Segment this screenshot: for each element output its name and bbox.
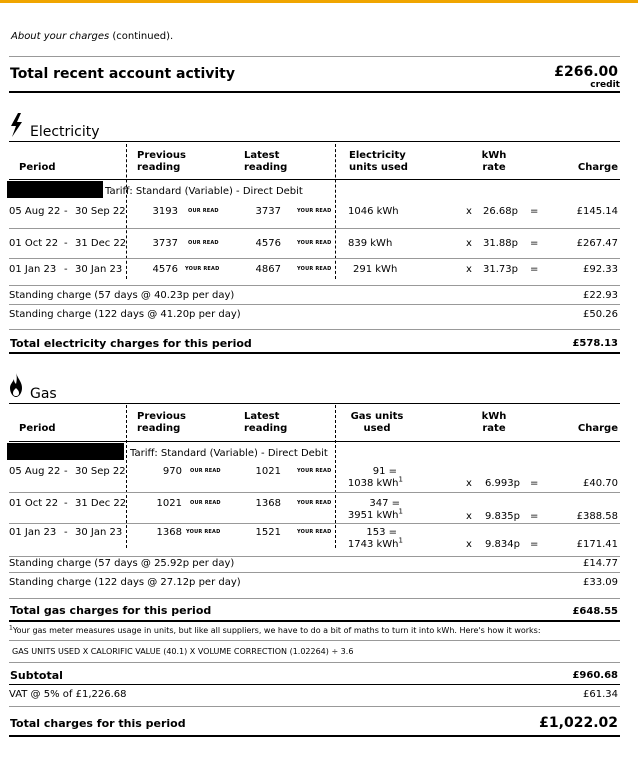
col-charge: Charge [577, 162, 618, 173]
standing-charge-label: Standing charge (57 days @ 40.23p per day) [9, 290, 235, 301]
col-previous: Previous reading [137, 150, 186, 173]
period-sep: - [64, 498, 68, 509]
electricity-tariff: Tariff: Standard (Variable) - Direct Debit [105, 186, 303, 197]
standing-charge-label: Standing charge (122 days @ 27.12p per day) [9, 577, 241, 588]
top-accent-bar [0, 0, 638, 3]
previous-read-type: YOUR READ [186, 529, 221, 535]
previous-reading: 3193 [152, 206, 178, 217]
period-from: 01 Oct 22 [9, 498, 59, 509]
divider [9, 684, 620, 685]
latest-reading: 1521 [255, 527, 281, 538]
latest-read-type: YOUR READ [297, 529, 332, 535]
col-units: Electricity units used [349, 150, 408, 173]
period-sep: - [64, 466, 68, 477]
times-sign: x [466, 478, 472, 489]
standing-charge-amount: £22.93 [583, 290, 618, 301]
units-used: 153 = [366, 527, 397, 538]
divider [9, 620, 620, 622]
divider [9, 640, 620, 641]
latest-read-type: YOUR READ [297, 468, 332, 474]
footnote-formula: GAS UNITS USED X CALORIFIC VALUE (40.1) X VOLUME CORRECTION (1.02264) ÷ 3.6 [12, 647, 354, 656]
times-sign: x [466, 264, 472, 275]
column-separator [335, 405, 336, 548]
vat-amount: £61.34 [583, 689, 618, 700]
col-latest: Latest reading [244, 150, 288, 173]
divider [9, 56, 620, 57]
period-from: 01 Jan 23 [9, 264, 57, 275]
kwh-rate: 31.73p [483, 264, 518, 275]
period-to: 30 Jan 23 [75, 264, 123, 275]
divider [9, 258, 620, 259]
col-units: Gas units used [350, 411, 404, 434]
kwh-rate: 9.835p [485, 511, 520, 522]
divider [9, 141, 620, 142]
period-from: 05 Aug 22 [9, 466, 61, 477]
period-to: 30 Sep 22 [75, 206, 126, 217]
previous-read-type: OUR READ [190, 468, 221, 474]
period-sep: - [64, 264, 68, 275]
previous-reading: 970 [162, 466, 182, 477]
divider [9, 706, 620, 707]
electricity-total-label: Total electricity charges for this period [10, 337, 252, 350]
equals-sign: = [530, 238, 539, 249]
standing-charge-amount: £14.77 [583, 558, 618, 569]
previous-read-type: OUR READ [188, 208, 219, 214]
equals-sign: = [530, 264, 539, 275]
latest-read-type: YOUR READ [297, 500, 332, 506]
times-sign: x [466, 539, 472, 550]
latest-read-type: YOUR READ [297, 266, 332, 272]
col-period: Period [19, 423, 56, 434]
row-charge: £267.47 [576, 238, 618, 249]
period-to: 31 Dec 22 [75, 238, 127, 249]
electricity-heading: Electricity [30, 124, 100, 140]
total-recent-note: credit [590, 80, 620, 90]
divider [9, 523, 620, 524]
row-charge: £145.14 [576, 206, 618, 217]
divider [9, 228, 620, 229]
units-used: 347 = [369, 498, 400, 509]
previous-reading: 1368 [156, 527, 182, 538]
units-kwh: 1743 kWh$^1$ [347, 536, 403, 550]
units-used: 91 = [372, 466, 397, 477]
electricity-total-amount: £578.13 [572, 338, 618, 349]
period-to: 31 Dec 22 [75, 498, 127, 509]
row-charge: £388.58 [576, 511, 618, 522]
previous-reading: 1021 [156, 498, 182, 509]
kwh-rate: 6.993p [485, 478, 520, 489]
times-sign: x [466, 511, 472, 522]
equals-sign: = [530, 539, 539, 550]
equals-sign: = [530, 511, 539, 522]
divider [9, 556, 620, 557]
divider [9, 441, 620, 442]
standing-charge-label: Standing charge (57 days @ 25.92p per day) [9, 558, 235, 569]
col-period: Period [19, 162, 56, 173]
divider [9, 304, 620, 305]
grand-total-label: Total charges for this period [10, 717, 186, 730]
units-kwh: 1038 kWh$^1$ [347, 475, 403, 489]
row-charge: £40.70 [583, 478, 618, 489]
period-sep: - [64, 527, 68, 538]
divider [9, 285, 620, 286]
divider [9, 329, 620, 330]
period-to: 30 Jan 23 [75, 527, 123, 538]
col-rate: kWh rate [481, 411, 507, 434]
gas-total-label: Total gas charges for this period [10, 604, 212, 617]
standing-charge-label: Standing charge (122 days @ 41.20p per day) [9, 309, 241, 320]
divider [9, 662, 620, 663]
equals-sign: = [530, 478, 539, 489]
gas-heading: Gas [30, 386, 57, 402]
col-charge: Charge [577, 423, 618, 434]
grand-total-amount: £1,022.02 [539, 715, 618, 731]
latest-reading: 4576 [255, 238, 281, 249]
kwh-rate: 26.68p [483, 206, 518, 217]
subtotal-amount: £960.68 [572, 670, 618, 681]
latest-reading: 3737 [255, 206, 281, 217]
latest-reading: 4867 [255, 264, 281, 275]
column-separator [126, 405, 127, 548]
previous-read-type: OUR READ [190, 500, 221, 506]
units-used: 1046 kWh [348, 206, 399, 217]
col-rate: kWh rate [481, 150, 507, 173]
flame-icon [9, 373, 23, 397]
previous-read-type: OUR READ [188, 240, 219, 246]
vat-label: VAT @ 5% of £1,226.68 [9, 689, 127, 700]
col-latest: Latest reading [244, 411, 288, 434]
latest-read-type: YOUR READ [297, 208, 332, 214]
period-from: 01 Oct 22 [9, 238, 59, 249]
equals-sign: = [530, 206, 539, 217]
previous-reading: 3737 [152, 238, 178, 249]
units-kwh: 3951 kWh$^1$ [347, 507, 403, 521]
redacted-account [7, 443, 124, 460]
period-to: 30 Sep 22 [75, 466, 126, 477]
kwh-rate: 31.88p [483, 238, 518, 249]
continued-note: About your charges (continued). [11, 31, 174, 42]
times-sign: x [466, 238, 472, 249]
standing-charge-amount: £33.09 [583, 577, 618, 588]
latest-read-type: YOUR READ [297, 240, 332, 246]
divider [9, 735, 620, 737]
period-sep: - [64, 206, 68, 217]
divider [9, 91, 620, 93]
lightning-bolt-icon [9, 113, 23, 137]
row-charge: £92.33 [583, 264, 618, 275]
col-previous: Previous reading [137, 411, 186, 434]
kwh-rate: 9.834p [485, 539, 520, 550]
divider [9, 179, 620, 180]
divider [9, 598, 620, 599]
gas-tariff: Tariff: Standard (Variable) - Direct Debit [130, 448, 328, 459]
total-recent-label: Total recent account activity [10, 66, 235, 82]
standing-charge-amount: £50.26 [583, 309, 618, 320]
previous-read-type: YOUR READ [185, 266, 220, 272]
total-recent-amount: £266.00 [554, 64, 618, 80]
period-from: 05 Aug 22 [9, 206, 61, 217]
divider [9, 403, 620, 404]
gas-total-amount: £648.55 [572, 606, 618, 617]
units-used: 291 kWh [353, 264, 398, 275]
latest-reading: 1021 [255, 466, 281, 477]
divider [9, 352, 620, 354]
latest-reading: 1368 [255, 498, 281, 509]
redacted-account [7, 181, 103, 198]
period-sep: - [64, 238, 68, 249]
period-from: 01 Jan 23 [9, 527, 57, 538]
divider [9, 492, 620, 493]
times-sign: x [466, 206, 472, 217]
divider [9, 572, 620, 573]
footnote-text: $^1$Your gas meter measures usage in units, but like all suppliers, we have to do a bit of maths to turn it into kWh. Here's how it works: [9, 624, 541, 635]
subtotal-label: Subtotal [10, 669, 63, 682]
units-used: 839 kWh [348, 238, 393, 249]
previous-reading: 4576 [152, 264, 178, 275]
row-charge: £171.41 [576, 539, 618, 550]
